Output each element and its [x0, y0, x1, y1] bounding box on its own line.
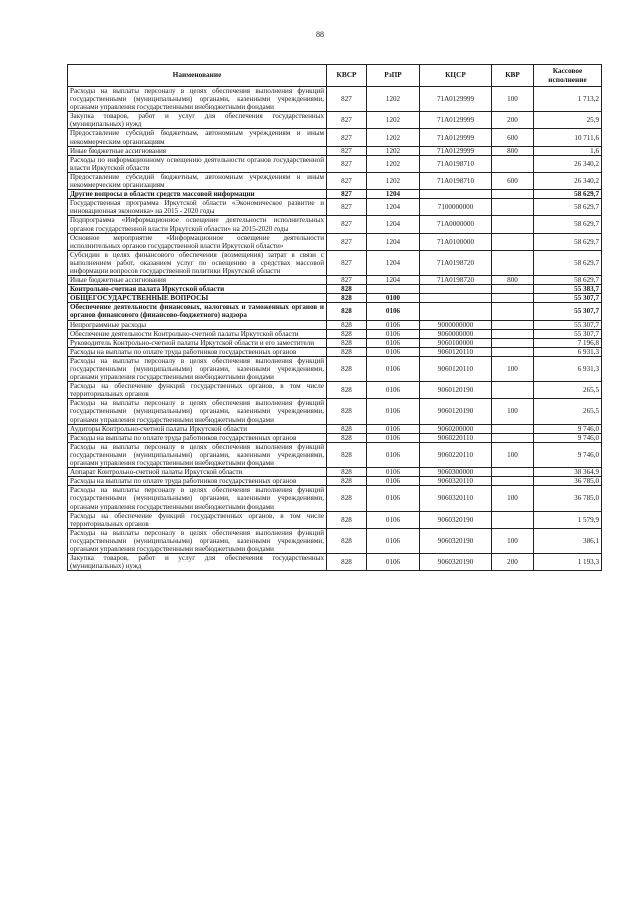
- table-row: [68, 356, 602, 381]
- cell-kcsr: 71А0198720: [420, 250, 492, 275]
- cell-amount: 6 931,3: [534, 347, 602, 356]
- cell-kvr: 100: [492, 356, 534, 381]
- cell-kcsr: 71А0129999: [420, 146, 492, 155]
- table-header-row: [68, 65, 602, 87]
- table-row: [68, 129, 602, 146]
- cell-kvsr: 828: [327, 468, 367, 477]
- cell-kvr: 100: [492, 399, 534, 424]
- cell-amount: 58 629,7: [534, 216, 602, 233]
- header-kcsr: КЦСР: [420, 65, 492, 87]
- table-row: [68, 87, 602, 112]
- cell-kvsr: 827: [327, 233, 367, 250]
- cell-amount: 36 785,0: [534, 486, 602, 511]
- table-row: [68, 216, 602, 233]
- cell-kvsr: 827: [327, 112, 367, 129]
- table-row: [68, 477, 602, 486]
- cell-kvsr: 827: [327, 216, 367, 233]
- table-row: [68, 486, 602, 511]
- cell-kcsr: 7100000000: [420, 199, 492, 216]
- cell-kvr: [492, 233, 534, 250]
- cell-name: Другие вопросы в области средств массовой информации: [68, 190, 327, 199]
- cell-name: Расходы на обеспечение функций государственных органов, в том числе территориальных органов: [68, 382, 327, 399]
- cell-kcsr: 9060320190: [420, 554, 492, 571]
- cell-name: Непрограммные расходы: [68, 320, 327, 329]
- cell-rzpr: 1204: [367, 199, 420, 216]
- cell-rzpr: 0106: [367, 433, 420, 442]
- cell-name: Расходы на выплаты по оплате труда работников государственных органов: [68, 433, 327, 442]
- cell-amount: 55 307,7: [534, 294, 602, 303]
- cell-kcsr: 71А0100000: [420, 233, 492, 250]
- cell-name: Расходы на выплаты персоналу в целях обеспечения выполнения функций государственными (муниципальными) органами, казенными учреждениями, органами управления государственными внебюджетными фондами: [68, 486, 327, 511]
- cell-amount: 38 364,9: [534, 468, 602, 477]
- cell-kvr: [492, 303, 534, 320]
- cell-kvsr: 827: [327, 276, 367, 285]
- cell-kvsr: 828: [327, 294, 367, 303]
- page-number: 88: [316, 30, 324, 39]
- cell-rzpr: 1202: [367, 87, 420, 112]
- cell-kcsr: [420, 285, 492, 294]
- cell-amount: 58 629,7: [534, 190, 602, 199]
- cell-kcsr: 9060100000: [420, 338, 492, 347]
- cell-kvr: 100: [492, 528, 534, 553]
- cell-kcsr: 71А0129999: [420, 87, 492, 112]
- cell-kvsr: 828: [327, 528, 367, 553]
- cell-amount: 26 340,2: [534, 172, 602, 189]
- cell-amount: 58 629,7: [534, 250, 602, 275]
- cell-rzpr: 1204: [367, 190, 420, 199]
- cell-amount: 1 713,2: [534, 87, 602, 112]
- cell-name: ОБЩЕГОСУДАРСТВЕННЫЕ ВОПРОСЫ: [68, 294, 327, 303]
- cell-amount: 36 785,0: [534, 477, 602, 486]
- cell-name: Контрольно-счетная палата Иркутской области: [68, 285, 327, 294]
- cell-kvr: [492, 190, 534, 199]
- header-amount: Кассовое исполнение: [534, 65, 602, 87]
- cell-amount: 9 746,0: [534, 433, 602, 442]
- table-row: [68, 511, 602, 528]
- cell-kcsr: 9060320190: [420, 528, 492, 553]
- cell-rzpr: 0106: [367, 442, 420, 467]
- cell-kcsr: [420, 294, 492, 303]
- cell-amount: 386,1: [534, 528, 602, 553]
- cell-kvr: [492, 199, 534, 216]
- table-row: [68, 276, 602, 285]
- cell-name: Иные бюджетные ассигнования: [68, 276, 327, 285]
- cell-amount: 265,5: [534, 399, 602, 424]
- table-row: [68, 554, 602, 571]
- cell-kvr: [492, 250, 534, 275]
- table-row: [68, 468, 602, 477]
- cell-amount: 55 383,7: [534, 285, 602, 294]
- cell-kvr: [492, 216, 534, 233]
- cell-rzpr: 1204: [367, 233, 420, 250]
- cell-kcsr: 9060300000: [420, 468, 492, 477]
- cell-rzpr: 0106: [367, 329, 420, 338]
- cell-amount: 58 629,7: [534, 233, 602, 250]
- cell-kvr: 200: [492, 112, 534, 129]
- cell-kcsr: 9060320110: [420, 477, 492, 486]
- cell-kvsr: 827: [327, 190, 367, 199]
- cell-name: Подпрограмма «Информационное освещение деятельности исполнительных органов государственной власти Иркутской области» на 2015-2020 годы: [68, 216, 327, 233]
- cell-name: Расходы на выплаты персоналу в целях обеспечения выполнения функций государственными (муниципальными) органами, казенными учреждениями, органами управления государственными внебюджетными фондами: [68, 442, 327, 467]
- cell-kvsr: 828: [327, 320, 367, 329]
- cell-rzpr: [367, 285, 420, 294]
- cell-kvr: [492, 347, 534, 356]
- cell-kcsr: 9060120110: [420, 347, 492, 356]
- cell-kvsr: 827: [327, 87, 367, 112]
- cell-kvsr: 828: [327, 329, 367, 338]
- cell-name: Закупка товаров, работ и услуг для обеспечения государственных (муниципальных) нужд: [68, 112, 327, 129]
- cell-kvr: 600: [492, 172, 534, 189]
- cell-kvr: 200: [492, 554, 534, 571]
- cell-rzpr: 1202: [367, 155, 420, 172]
- budget-execution-table: [67, 64, 602, 571]
- cell-kvsr: 828: [327, 511, 367, 528]
- cell-rzpr: 0106: [367, 338, 420, 347]
- cell-name: Аудиторы Контрольно-счетной палаты Иркутской области: [68, 424, 327, 433]
- table-row: [68, 155, 602, 172]
- cell-rzpr: 0106: [367, 303, 420, 320]
- cell-kvsr: 828: [327, 356, 367, 381]
- table-row: [68, 424, 602, 433]
- cell-kcsr: 9060320110: [420, 486, 492, 511]
- cell-kvr: 800: [492, 276, 534, 285]
- cell-kcsr: [420, 303, 492, 320]
- cell-name: Расходы на выплаты по оплате труда работников государственных органов: [68, 477, 327, 486]
- cell-amount: 1,6: [534, 146, 602, 155]
- cell-rzpr: 0106: [367, 511, 420, 528]
- cell-kvsr: 827: [327, 250, 367, 275]
- cell-name: Расходы на обеспечение функций государственных органов, в том числе территориальных органов: [68, 511, 327, 528]
- table-row: [68, 338, 602, 347]
- cell-kvsr: 828: [327, 347, 367, 356]
- cell-name: Предоставление субсидий бюджетным, автономным учреждениям и иным некоммерческим организациям: [68, 129, 327, 146]
- cell-kvsr: 828: [327, 382, 367, 399]
- table-row: [68, 285, 602, 294]
- cell-name: Основное мероприятие «Информационное освещение деятельности исполнительных органов государственной власти Иркутской области»: [68, 233, 327, 250]
- cell-kvsr: 828: [327, 554, 367, 571]
- cell-rzpr: 0106: [367, 399, 420, 424]
- cell-name: Расходы на выплаты персоналу в целях обеспечения выполнения функций государственными (муниципальными) органами, казенными учреждениями, органами управления государственными внебюджетными фондами: [68, 528, 327, 553]
- cell-kvsr: 828: [327, 433, 367, 442]
- cell-name: Расходы на выплаты персоналу в целях обеспечения выполнения функций государственными (муниципальными) органами, казенными учреждениями, органами управления государственными внебюджетными фондами: [68, 87, 327, 112]
- cell-rzpr: 0106: [367, 356, 420, 381]
- cell-kcsr: [420, 190, 492, 199]
- table-body: [68, 87, 602, 571]
- cell-amount: 55 307,7: [534, 329, 602, 338]
- cell-name: Руководитель Контрольно-счетной палаты Иркутской области и его заместители: [68, 338, 327, 347]
- cell-amount: 265,5: [534, 382, 602, 399]
- table-row: [68, 399, 602, 424]
- cell-name: Расходы на выплаты персоналу в целях обеспечения выполнения функций государственными (муниципальными) органами, казенными учреждениями, органами управления государственными внебюджетными фондами: [68, 356, 327, 381]
- cell-kcsr: 9060220110: [420, 442, 492, 467]
- cell-amount: 58 629,7: [534, 276, 602, 285]
- cell-kcsr: 71А0198710: [420, 155, 492, 172]
- cell-kvsr: 827: [327, 199, 367, 216]
- cell-kcsr: 9060120190: [420, 382, 492, 399]
- cell-kvr: 600: [492, 129, 534, 146]
- cell-rzpr: 1202: [367, 112, 420, 129]
- cell-kcsr: 9060200000: [420, 424, 492, 433]
- cell-amount: 1 193,3: [534, 554, 602, 571]
- cell-name: Расходы на выплаты по оплате труда работников государственных органов: [68, 347, 327, 356]
- cell-kvsr: 828: [327, 486, 367, 511]
- cell-kcsr: 71А0000000: [420, 216, 492, 233]
- cell-rzpr: 0106: [367, 486, 420, 511]
- cell-kvr: [492, 338, 534, 347]
- cell-kvr: 100: [492, 486, 534, 511]
- table-row: [68, 190, 602, 199]
- table-row: [68, 172, 602, 189]
- cell-amount: 7 196,8: [534, 338, 602, 347]
- cell-kcsr: 71А0129999: [420, 112, 492, 129]
- table-row: [68, 320, 602, 329]
- table-row: [68, 233, 602, 250]
- cell-kvsr: 828: [327, 285, 367, 294]
- cell-kvr: [492, 329, 534, 338]
- table-row: [68, 442, 602, 467]
- cell-kcsr: 71А0198720: [420, 276, 492, 285]
- cell-kvr: [492, 320, 534, 329]
- header-kvr: КВР: [492, 65, 534, 87]
- cell-rzpr: 1204: [367, 216, 420, 233]
- cell-rzpr: 0106: [367, 528, 420, 553]
- cell-kvr: 800: [492, 146, 534, 155]
- cell-kvsr: 828: [327, 477, 367, 486]
- cell-name: Аппарат Контрольно-счетной палаты Иркутской области: [68, 468, 327, 477]
- table-row: [68, 382, 602, 399]
- cell-kvsr: 827: [327, 155, 367, 172]
- header-name: Наименование: [68, 65, 327, 87]
- header-rzpr: РзПР: [367, 65, 420, 87]
- table-row: [68, 528, 602, 553]
- cell-kvsr: 828: [327, 442, 367, 467]
- cell-kcsr: 9060320190: [420, 511, 492, 528]
- cell-amount: 55 307,7: [534, 320, 602, 329]
- table-row: [68, 329, 602, 338]
- cell-name: Предоставление субсидий бюджетным, автономным учреждениям и иным некоммерческим организациям: [68, 172, 327, 189]
- cell-amount: 10 711,6: [534, 129, 602, 146]
- cell-kcsr: 9060220110: [420, 433, 492, 442]
- cell-rzpr: 1202: [367, 172, 420, 189]
- cell-amount: 58 629,7: [534, 199, 602, 216]
- cell-rzpr: 0106: [367, 554, 420, 571]
- cell-kvsr: 827: [327, 146, 367, 155]
- cell-name: Обеспечение деятельности финансовых, налоговых и таможенных органов и органов финансового (финансово-бюджетного) надзора: [68, 303, 327, 320]
- cell-rzpr: 0106: [367, 320, 420, 329]
- cell-rzpr: 1202: [367, 129, 420, 146]
- cell-kvr: [492, 382, 534, 399]
- table-row: [68, 303, 602, 320]
- cell-kvr: [492, 285, 534, 294]
- cell-rzpr: 0106: [367, 477, 420, 486]
- cell-kvsr: 828: [327, 424, 367, 433]
- cell-kvr: 100: [492, 442, 534, 467]
- table-row: [68, 433, 602, 442]
- cell-kvsr: 828: [327, 338, 367, 347]
- cell-kvr: [492, 477, 534, 486]
- cell-name: Субсидии в целях финансового обеспечения (возмещения) затрат в связи с выполнением работ, оказанием услуг по освещению в средствах массовой информации вопросов государственной политики Иркутской области: [68, 250, 327, 275]
- cell-rzpr: 0106: [367, 468, 420, 477]
- cell-kvsr: 828: [327, 399, 367, 424]
- cell-rzpr: 0106: [367, 424, 420, 433]
- cell-kvr: [492, 155, 534, 172]
- table-row: [68, 199, 602, 216]
- cell-kvr: 100: [492, 87, 534, 112]
- cell-name: Закупка товаров, работ и услуг для обеспечения государственных (муниципальных) нужд: [68, 554, 327, 571]
- cell-kcsr: 9000000000: [420, 320, 492, 329]
- cell-kvr: [492, 433, 534, 442]
- cell-rzpr: 0100: [367, 294, 420, 303]
- cell-amount: 55 307,7: [534, 303, 602, 320]
- cell-kvr: [492, 424, 534, 433]
- cell-kcsr: 9060000000: [420, 329, 492, 338]
- cell-kcsr: 9060120190: [420, 399, 492, 424]
- cell-kvsr: 827: [327, 129, 367, 146]
- cell-name: Обеспечение деятельности Контрольно-счетной палаты Иркутской области: [68, 329, 327, 338]
- cell-rzpr: 1202: [367, 146, 420, 155]
- cell-rzpr: 1204: [367, 276, 420, 285]
- cell-name: Государственная программа Иркутской области «Экономическое развитие и инновационная экономика» на 2015 - 2020 годы: [68, 199, 327, 216]
- cell-amount: 9 746,0: [534, 424, 602, 433]
- cell-name: Расходы на выплаты персоналу в целях обеспечения выполнения функций государственными (муниципальными) органами, казенными учреждениями, органами управления государственными внебюджетными фондами: [68, 399, 327, 424]
- cell-kcsr: 9060120110: [420, 356, 492, 381]
- cell-amount: 6 931,3: [534, 356, 602, 381]
- cell-kcsr: 71А0129999: [420, 129, 492, 146]
- cell-kcsr: 71А0198710: [420, 172, 492, 189]
- cell-amount: 25,9: [534, 112, 602, 129]
- table-row: [68, 146, 602, 155]
- table-row: [68, 112, 602, 129]
- cell-name: Расходы по информационному освещению деятельности органов государственной власти Иркутской области: [68, 155, 327, 172]
- cell-amount: 26 340,2: [534, 155, 602, 172]
- cell-kvr: [492, 511, 534, 528]
- table-row: [68, 347, 602, 356]
- cell-rzpr: 0106: [367, 382, 420, 399]
- cell-rzpr: 0106: [367, 347, 420, 356]
- header-kvsr: КВСР: [327, 65, 367, 87]
- cell-amount: 1 579,9: [534, 511, 602, 528]
- cell-name: Иные бюджетные ассигнования: [68, 146, 327, 155]
- cell-kvr: [492, 468, 534, 477]
- cell-amount: 9 746,0: [534, 442, 602, 467]
- table-row: [68, 294, 602, 303]
- table-row: [68, 250, 602, 275]
- cell-rzpr: 1204: [367, 250, 420, 275]
- cell-kvsr: 827: [327, 172, 367, 189]
- cell-kvsr: 828: [327, 303, 367, 320]
- cell-kvr: [492, 294, 534, 303]
